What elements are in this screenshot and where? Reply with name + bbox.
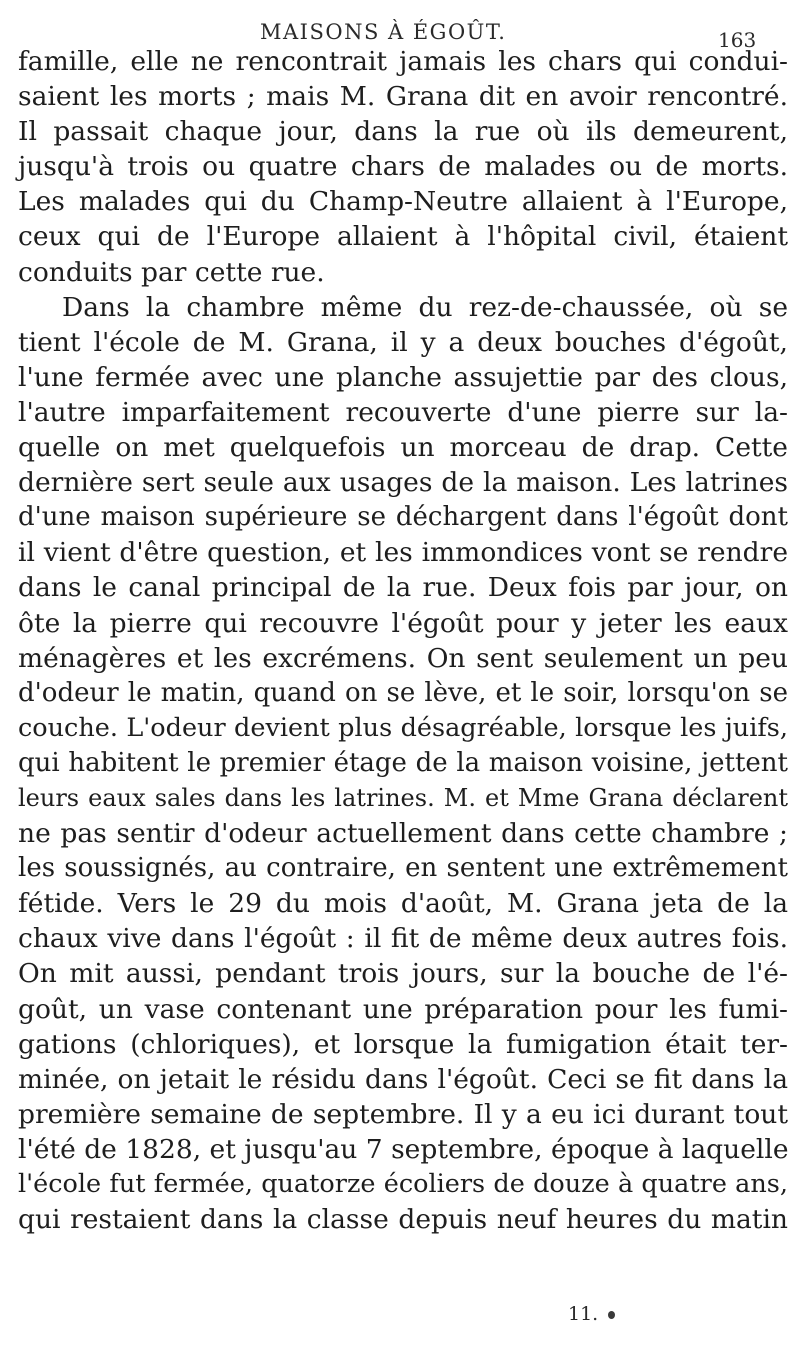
text-line: dernière sert seule aux usages de la maison. Les latrines xyxy=(18,467,788,499)
text-line: dans le canal principal de la rue. Deux fois par jour, on xyxy=(18,572,788,604)
text-line: première semaine de septembre. Il y a eu ici durant tout xyxy=(18,1098,788,1130)
text-line: il vient d'être question, et les immondices vont se rendre xyxy=(18,537,788,569)
text-line: ceux qui de l'Europe allaient à l'hôpital civil, étaient xyxy=(18,221,788,253)
text-line: l'une fermée avec une planche assujettie par des clous, xyxy=(18,361,788,393)
text-line: saient les morts ; mais M. Grana dit en avoir rencontré. xyxy=(18,81,788,113)
text-line: goût, un vase contenant une préparation pour les fumi- xyxy=(18,993,788,1025)
body-text xyxy=(18,44,788,1237)
running-head: MAISONS À ÉGOÛT. xyxy=(260,20,507,44)
text-line: Il passait chaque jour, dans la rue où ils demeurent, xyxy=(18,116,788,148)
text-line: l'autre imparfaitement recouverte d'une pierre sur la- xyxy=(18,396,788,428)
text-line: ôte la pierre qui recouvre l'égoût pour y jeter les eaux xyxy=(18,607,788,639)
text-line: Les malades qui du Champ-Neutre allaient à l'Europe, xyxy=(18,186,788,218)
text-line: On mit aussi, pendant trois jours, sur la bouche de l'é- xyxy=(18,958,788,990)
text-line: chaux vive dans l'égoût : il fit de même deux autres fois. xyxy=(18,923,788,955)
text-line: l'école fut fermée, quatorze écoliers de douze à quatre ans, xyxy=(18,1169,788,1199)
text-line: gations (chloriques), et lorsque la fumigation était ter- xyxy=(18,1028,788,1060)
text-line: minée, on jetait le résidu dans l'égoût. Ceci se fit dans la xyxy=(18,1063,788,1095)
text-line: d'une maison supérieure se déchargent dans l'égoût dont xyxy=(18,502,788,533)
text-line: d'odeur le matin, quand on se lève, et le soir, lorsqu'on se xyxy=(18,677,788,708)
text-line: tient l'école de M. Grana, il y a deux bouches d'égoût, xyxy=(18,326,788,358)
text-line: famille, elle ne rencontrait jamais les chars qui condui- xyxy=(18,46,788,77)
signature-text: 11. xyxy=(568,1303,599,1325)
text-line: qui restaient dans la classe depuis neuf heures du matin xyxy=(18,1204,788,1236)
text-line: qui habitent le premier étage de la maison voisine, jettent xyxy=(18,747,788,778)
ink-dot-icon xyxy=(608,1311,615,1319)
text-line: ménagères et les excrémens. On sent seulement un peu xyxy=(18,642,788,674)
text-line: Dans la chambre même du rez-de-chaussée, où se xyxy=(62,291,788,323)
text-line: couche. L'odeur devient plus désagréable, lorsque les juifs, xyxy=(18,712,788,743)
text-line: fétide. Vers le 29 du mois d'août, M. Grana jeta de la xyxy=(18,888,788,920)
text-line: leurs eaux sales dans les latrines. M. et Mme Grana déclarent xyxy=(18,783,788,812)
text-line: conduits par cette rue. xyxy=(18,256,325,288)
text-line: l'été de 1828, et jusqu'au 7 septembre, époque à laquelle xyxy=(18,1133,789,1165)
text-line: les soussignés, au contraire, en sentent une extrêmement xyxy=(18,853,788,884)
page-number: 163 xyxy=(718,28,757,52)
signature-mark xyxy=(568,1303,615,1325)
text-line: jusqu'à trois ou quatre chars de malades ou de morts. xyxy=(18,151,788,183)
text-line: ne pas sentir d'odeur actuellement dans cette chambre ; xyxy=(18,818,788,850)
text-line: quelle on met quelquefois un morceau de drap. Cette xyxy=(18,432,788,464)
